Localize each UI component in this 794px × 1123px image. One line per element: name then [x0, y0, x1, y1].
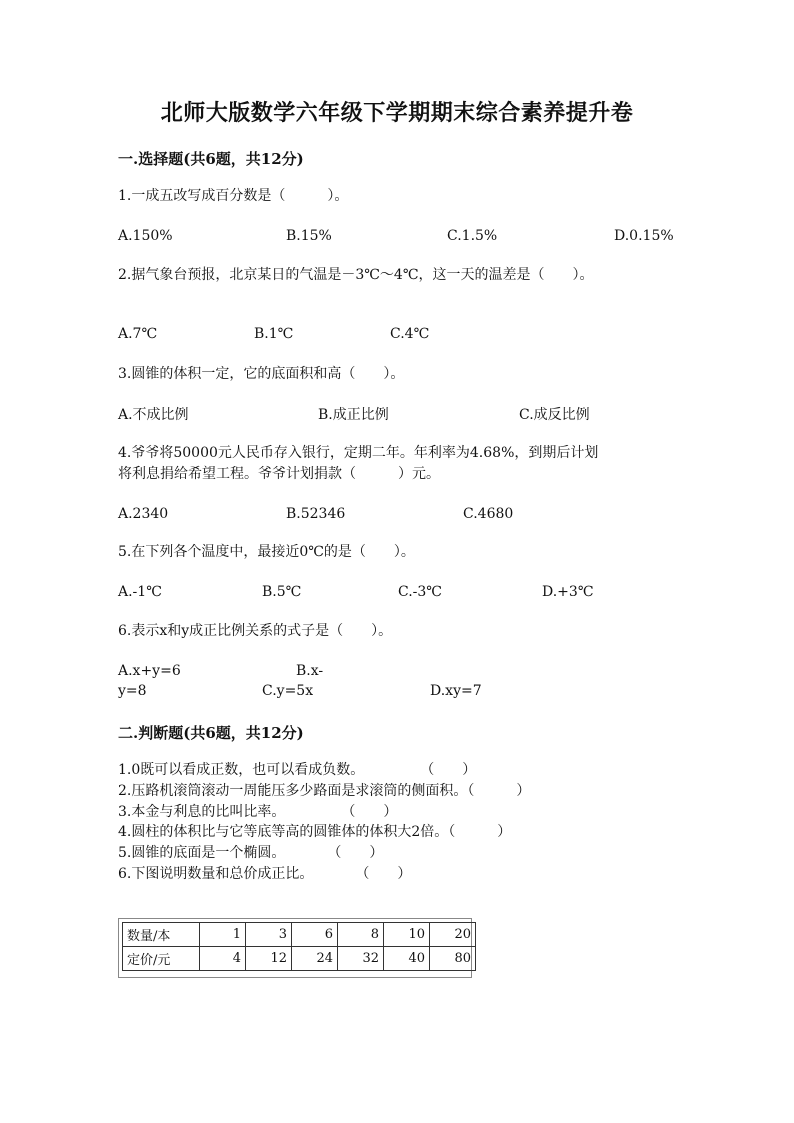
question-3: 3.圆锥的体积一定，它的底面积和高（ ）。 [118, 366, 405, 382]
q4-option-b: B.52346 [286, 506, 346, 522]
q3-option-c: C.成反比例 [519, 407, 590, 423]
q4-option-a: A.2340 [118, 506, 169, 522]
table-cell: 32 [338, 947, 384, 971]
q6-option-b-continued: y=8 [118, 683, 147, 699]
q3-option-b: B.成正比例 [318, 407, 389, 423]
q5-option-a: A.-1℃ [118, 584, 162, 600]
judgement-item-2: 2.压路机滚筒滚动一周能压多少路面是求滚筒的侧面积。（ ） [118, 783, 531, 799]
table-cell: 80 [430, 947, 476, 971]
q6-option-b: B.x- [296, 663, 324, 679]
question-4-line-2: 将利息捐给希望工程。爷爷计划捐款（ ）元。 [118, 466, 440, 482]
section-heading-judgement: 二.判断题(共6题，共12分) [118, 724, 304, 742]
judgement-item-3: 3.本金与利息的比叫比率。 （ ） [118, 804, 398, 820]
page-title: 北师大版数学六年级下学期期末综合素养提升卷 [160, 100, 634, 126]
section-heading-choice: 一.选择题(共6题，共12分) [118, 150, 304, 168]
table-cell: 40 [384, 947, 430, 971]
table-row-label: 数量/本 [123, 923, 200, 947]
table-row-quantity [123, 923, 476, 947]
q1-option-d: D.0.15% [614, 228, 674, 244]
table-row-price [123, 947, 476, 971]
question-5: 5.在下列各个温度中，最接近0℃的是（ ）。 [118, 544, 415, 560]
q1-option-c: C.1.5% [447, 228, 498, 244]
q2-option-b: B.1℃ [254, 326, 294, 342]
q6-option-a: A.x+y=6 [118, 663, 181, 679]
q3-option-a: A.不成比例 [118, 407, 189, 423]
table-cell: 1 [200, 923, 246, 947]
question-4-line-1: 4.爷爷将50000元人民币存入银行，定期二年。年利率为4.68%，到期后计划 [118, 445, 599, 461]
judgement-item-1: 1.0既可以看成正数，也可以看成负数。 （ ） [118, 762, 477, 778]
question-2: 2.据气象台预报，北京某日的气温是－3℃～4℃，这一天的温差是（ ）。 [118, 267, 594, 283]
q5-option-b: B.5℃ [262, 584, 302, 600]
q2-option-a: A.7℃ [118, 326, 158, 342]
table-cell: 4 [200, 947, 246, 971]
judgement-item-6: 6.下图说明数量和总价成正比。 （ ） [118, 866, 412, 882]
q5-option-c: C.-3℃ [398, 584, 442, 600]
judgement-item-4: 4.圆柱的体积比与它等底等高的圆锥体的体积大2倍。（ ） [118, 824, 512, 840]
judgement-item-5: 5.圆锥的底面是一个椭圆。 （ ） [118, 845, 384, 861]
q6-option-d: D.xy=7 [430, 683, 482, 699]
table-cell: 3 [246, 923, 292, 947]
quantity-price-table [122, 922, 476, 971]
table-row-label: 定价/元 [123, 947, 200, 971]
table-cell: 8 [338, 923, 384, 947]
q1-option-b: B.15% [286, 228, 332, 244]
q4-option-c: C.4680 [463, 506, 514, 522]
table-cell: 6 [292, 923, 338, 947]
question-1: 1.一成五改写成百分数是（ ）。 [118, 188, 349, 204]
table-cell: 24 [292, 947, 338, 971]
q5-option-d: D.+3℃ [542, 584, 594, 600]
q6-option-c: C.y=5x [262, 683, 314, 699]
q1-option-a: A.150% [118, 228, 173, 244]
q2-option-c: C.4℃ [390, 326, 430, 342]
table-cell: 20 [430, 923, 476, 947]
question-6: 6.表示x和y成正比例关系的式子是（ ）。 [118, 623, 393, 639]
table-cell: 12 [246, 947, 292, 971]
table-cell: 10 [384, 923, 430, 947]
